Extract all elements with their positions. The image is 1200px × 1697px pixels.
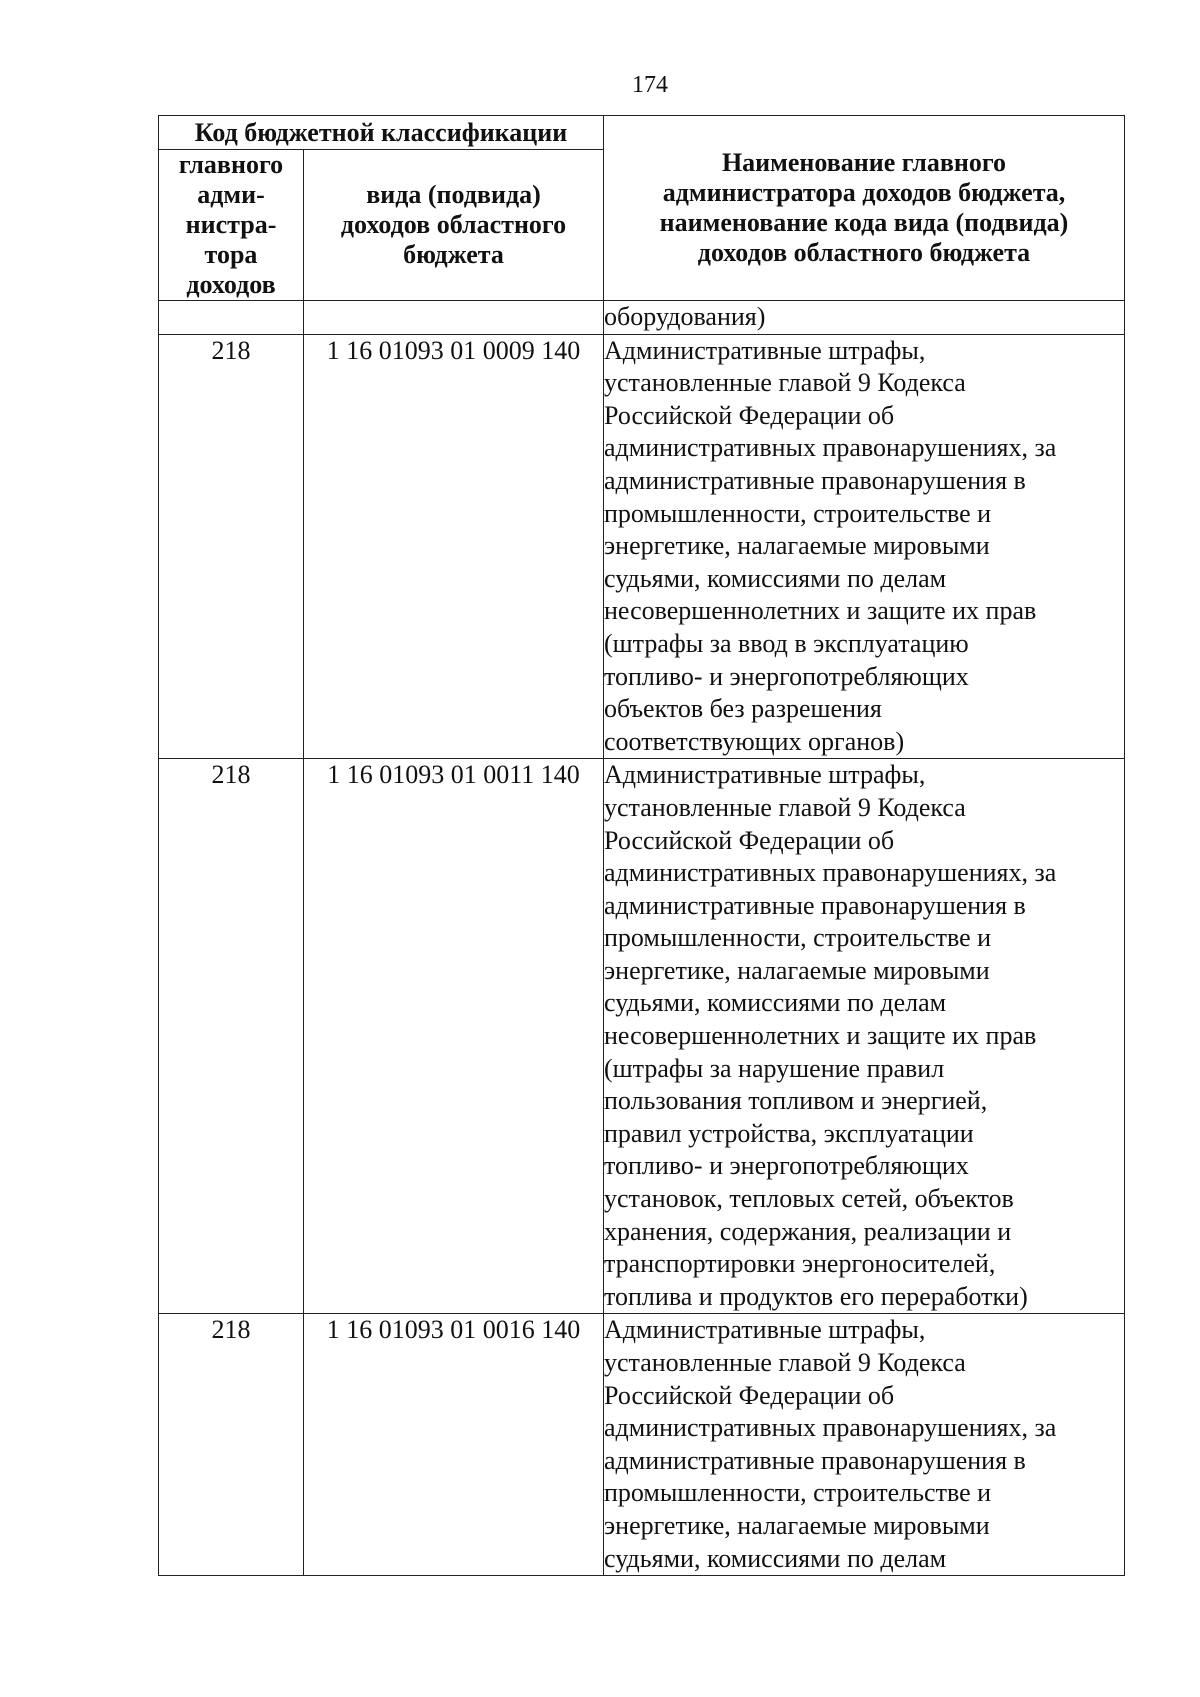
text-line: несовершеннолетних и защите их прав [604,1021,1037,1051]
header-line: бюджета [403,240,504,269]
header-line: доходов областного бюджета [697,238,1031,267]
text-line: энергетике, налагаемые мировыми [604,955,990,985]
text-line: административные правонарушения в [604,465,1026,495]
text-line: объектов без разрешения [604,694,882,724]
header-line: нистра- [185,210,277,239]
text-line: (штрафы за нарушение правил [604,1053,945,1083]
income-name-cell [604,759,1125,1314]
text-line: установленные главой 9 Кодекса [604,792,966,822]
budget-classification-table [158,115,1125,1576]
text-line: Российской Федерации об [604,1380,895,1410]
table-body [159,301,1125,1576]
text-line: хранения, содержания, реализации и [604,1216,1012,1246]
text-line: Административные штрафы, [604,1315,926,1345]
text-line: промышленности, строительстве и [604,923,992,953]
table-row [159,1314,1125,1576]
income-type-code-cell [304,301,604,335]
table-row [159,759,1125,1314]
text-line: судьями, комиссиями по делам [604,988,947,1018]
name-column-header [604,116,1125,301]
header-line: адми- [197,180,265,209]
text-line: Российской Федерации об [604,825,895,855]
text-line: промышленности, строительстве и [604,498,992,528]
table-header [159,116,1125,301]
income-name-cell [604,301,1125,335]
admin-code-cell: 218 [159,759,304,1314]
text-line: административных правонарушениях, за [604,1413,1057,1443]
income-name-cell [604,1314,1125,1576]
admin-code-cell: 218 [159,1314,304,1576]
kbk-group-header: Код бюджетной классификации [159,116,604,150]
text-line: пользования топливом и энергией, [604,1086,988,1116]
text-line: Российской Федерации об [604,400,895,430]
text-line: топливо- и энергопотребляющих [604,1151,969,1181]
page-number: 174 [632,72,668,98]
text-line: административные правонарушения в [604,1445,1026,1475]
text-line: судьями, комиссиями по делам [604,563,947,593]
table-row [159,301,1125,335]
admin-code-cell: 218 [159,334,304,759]
text-line: оборудования) [604,302,766,331]
text-line: топливо- и энергопотребляющих [604,661,969,691]
text-line: судьями, комиссиями по делам [604,1543,947,1573]
text-line: административных правонарушениях, за [604,858,1057,888]
type-column-header [304,150,604,301]
header-line: доходов областного [340,210,567,239]
header-line: тора [204,240,258,269]
text-line: Административные штрафы, [604,335,926,365]
header-line: главного [178,150,284,179]
income-name-cell [604,334,1125,759]
text-line: Административные штрафы, [604,760,926,790]
text-line: транспортировки энергоносителей, [604,1249,996,1279]
admin-code-cell [159,301,304,335]
text-line: правил устройства, эксплуатации [604,1118,974,1148]
text-line: соответствующих органов) [604,726,905,756]
text-line: административные правонарушения в [604,890,1026,920]
text-line: установленные главой 9 Кодекса [604,368,966,398]
admin-column-header [159,150,304,301]
text-line: установок, тепловых сетей, объектов [604,1184,1014,1214]
text-line: энергетике, налагаемые мировыми [604,1510,990,1540]
header-line: доходов [186,270,276,299]
text-line: установленные главой 9 Кодекса [604,1348,966,1377]
text-line: (штрафы за ввод в эксплуатацию [604,628,969,658]
text-line: промышленности, строительстве и [604,1478,992,1508]
text-line: несовершеннолетних и защите их прав [604,596,1037,626]
header-line: наименование кода вида (подвида) [659,208,1069,237]
header-line: Наименование главного [721,148,1007,177]
income-type-code-cell: 1 16 01093 01 0011 140 [304,759,604,1314]
text-line: административных правонарушениях, за [604,433,1057,463]
text-line: топлива и продуктов его переработки) [604,1281,1028,1311]
text-line: энергетике, налагаемые мировыми [604,531,990,561]
header-line: вида (подвида) [366,180,541,209]
income-type-code-cell: 1 16 01093 01 0016 140 [304,1314,604,1576]
table-row [159,334,1125,759]
income-type-code-cell: 1 16 01093 01 0009 140 [304,334,604,759]
header-line: администратора доходов бюджета, [662,178,1066,207]
